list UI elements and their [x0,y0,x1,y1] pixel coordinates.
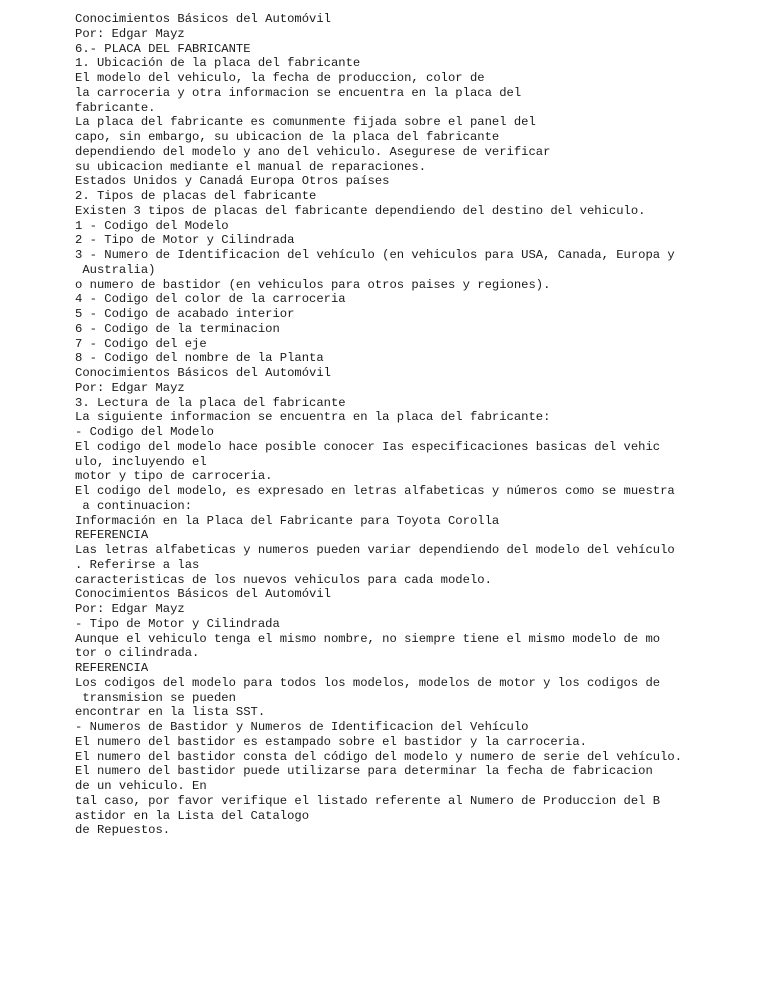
text-line: La placa del fabricante es comunmente fijada sobre el panel del [75,115,536,130]
text-line: Australia) [75,262,156,277]
text-line: Conocimientos Básicos del Automóvil [75,366,331,380]
text-line: 5 - Codigo de acabado interior [75,307,295,321]
text-line: Conocimientos Básicos del Automóvil [75,587,331,602]
text-line: la carroceria y otra informacion se encuentra en la placa del [75,85,522,100]
text-line: encontrar en la lista SST. [75,705,266,720]
text-line: Las letras alfabeticas y numeros pueden variar dependiendo del modelo del vehículo [75,543,675,557]
text-line: Por: Edgar Mayz [75,380,185,395]
text-line: El modelo del vehiculo, la fecha de produccion, color de [75,71,485,85]
text-line: Los codigos del modelo para todos los modelos, modelos de motor y los codigos de [75,675,661,690]
text-line: 4 - Codigo del color de la carroceria [75,292,346,307]
text-line: 2 - Tipo de Motor y Cilindrada [75,233,295,248]
text-line: dependiendo del modelo y ano del vehiculo. Asegurese de verificar [75,144,551,159]
text-line: Aunque el vehiculo tenga el mismo nombre, no siempre tiene el mismo modelo de mo [75,631,661,646]
text-line: REFERENCIA [75,528,149,543]
text-line: transmision se pueden [75,690,236,705]
text-line: El codigo del modelo, es expresado en letras alfabeticas y números como se muestra [75,484,675,498]
text-line: El codigo del modelo hace posible conocer Ias especificaciones basicas del vehic [75,439,661,454]
text-line: El numero del bastidor consta del código del modelo y numero de serie del vehículo. [75,749,683,764]
text-line: - Tipo de Motor y Cilindrada [75,616,280,631]
text-line: 6 - Codigo de la terminacion [75,321,280,336]
text-line: astidor en la Lista del Catalogo [75,808,310,823]
text-line: Estados Unidos y Canadá Europa Otros países [75,174,390,189]
text-line: 6.- PLACA DEL FABRICANTE [75,41,251,56]
text-line: de un vehiculo. En [75,779,207,793]
text-line: 8 - Codigo del nombre de la Planta [75,351,324,366]
text-line: El numero del bastidor puede utilizarse para determinar la fecha de fabricacion [75,764,653,779]
text-line: . Referirse a las [75,557,200,572]
text-line: Conocimientos Básicos del Automóvil [75,12,331,26]
text-line: 2. Tipos de placas del fabricante [75,189,317,203]
text-line: - Numeros de Bastidor y Numeros de Identificacion del Vehículo [75,720,529,734]
text-line: tal caso, por favor verifique el listado referente al Numero de Produccion del B [75,793,661,808]
text-line: Existen 3 tipos de placas del fabricante dependiendo del destino del vehiculo. [75,203,646,218]
text-line: Por: Edgar Mayz [75,26,185,41]
text-line: a continuacion: [75,498,193,513]
text-line: fabricante. [75,100,156,115]
text-line: 1. Ubicación de la placa del fabricante [75,56,361,71]
text-line: su ubicacion mediante el manual de reparaciones. [75,159,427,174]
text-line: REFERENCIA [75,661,149,675]
text-line: 7 - Codigo del eje [75,336,207,351]
text-line: capo, sin embargo, su ubicacion de la placa del fabricante [75,130,500,144]
text-line: tor o cilindrada. [75,646,200,661]
text-line: 3. Lectura de la placa del fabricante [75,395,346,410]
text-line: o numero de bastidor (en vehiculos para otros paises y regiones). [75,277,551,292]
text-line: - Codigo del Modelo [75,425,214,439]
text-line: de Repuestos. [75,823,171,838]
text-line: La siguiente informacion se encuentra en la placa del fabricante: [75,410,551,425]
text-line: 3 - Numero de Identificacion del vehículo (en vehiculos para USA, Canada, Europa y [75,248,675,262]
text-line: 1 - Codigo del Modelo [75,218,229,233]
text-line: Por: Edgar Mayz [75,602,185,616]
text-line: ulo, incluyendo el [75,454,207,469]
text-line: Información en la Placa del Fabricante para Toyota Corolla [75,513,500,528]
text-line: caracteristicas de los nuevos vehiculos para cada modelo. [75,572,492,587]
text-line: El numero del bastidor es estampado sobre el bastidor y la carroceria. [75,734,587,749]
text-line: motor y tipo de carroceria. [75,469,273,484]
document-page [75,12,755,838]
